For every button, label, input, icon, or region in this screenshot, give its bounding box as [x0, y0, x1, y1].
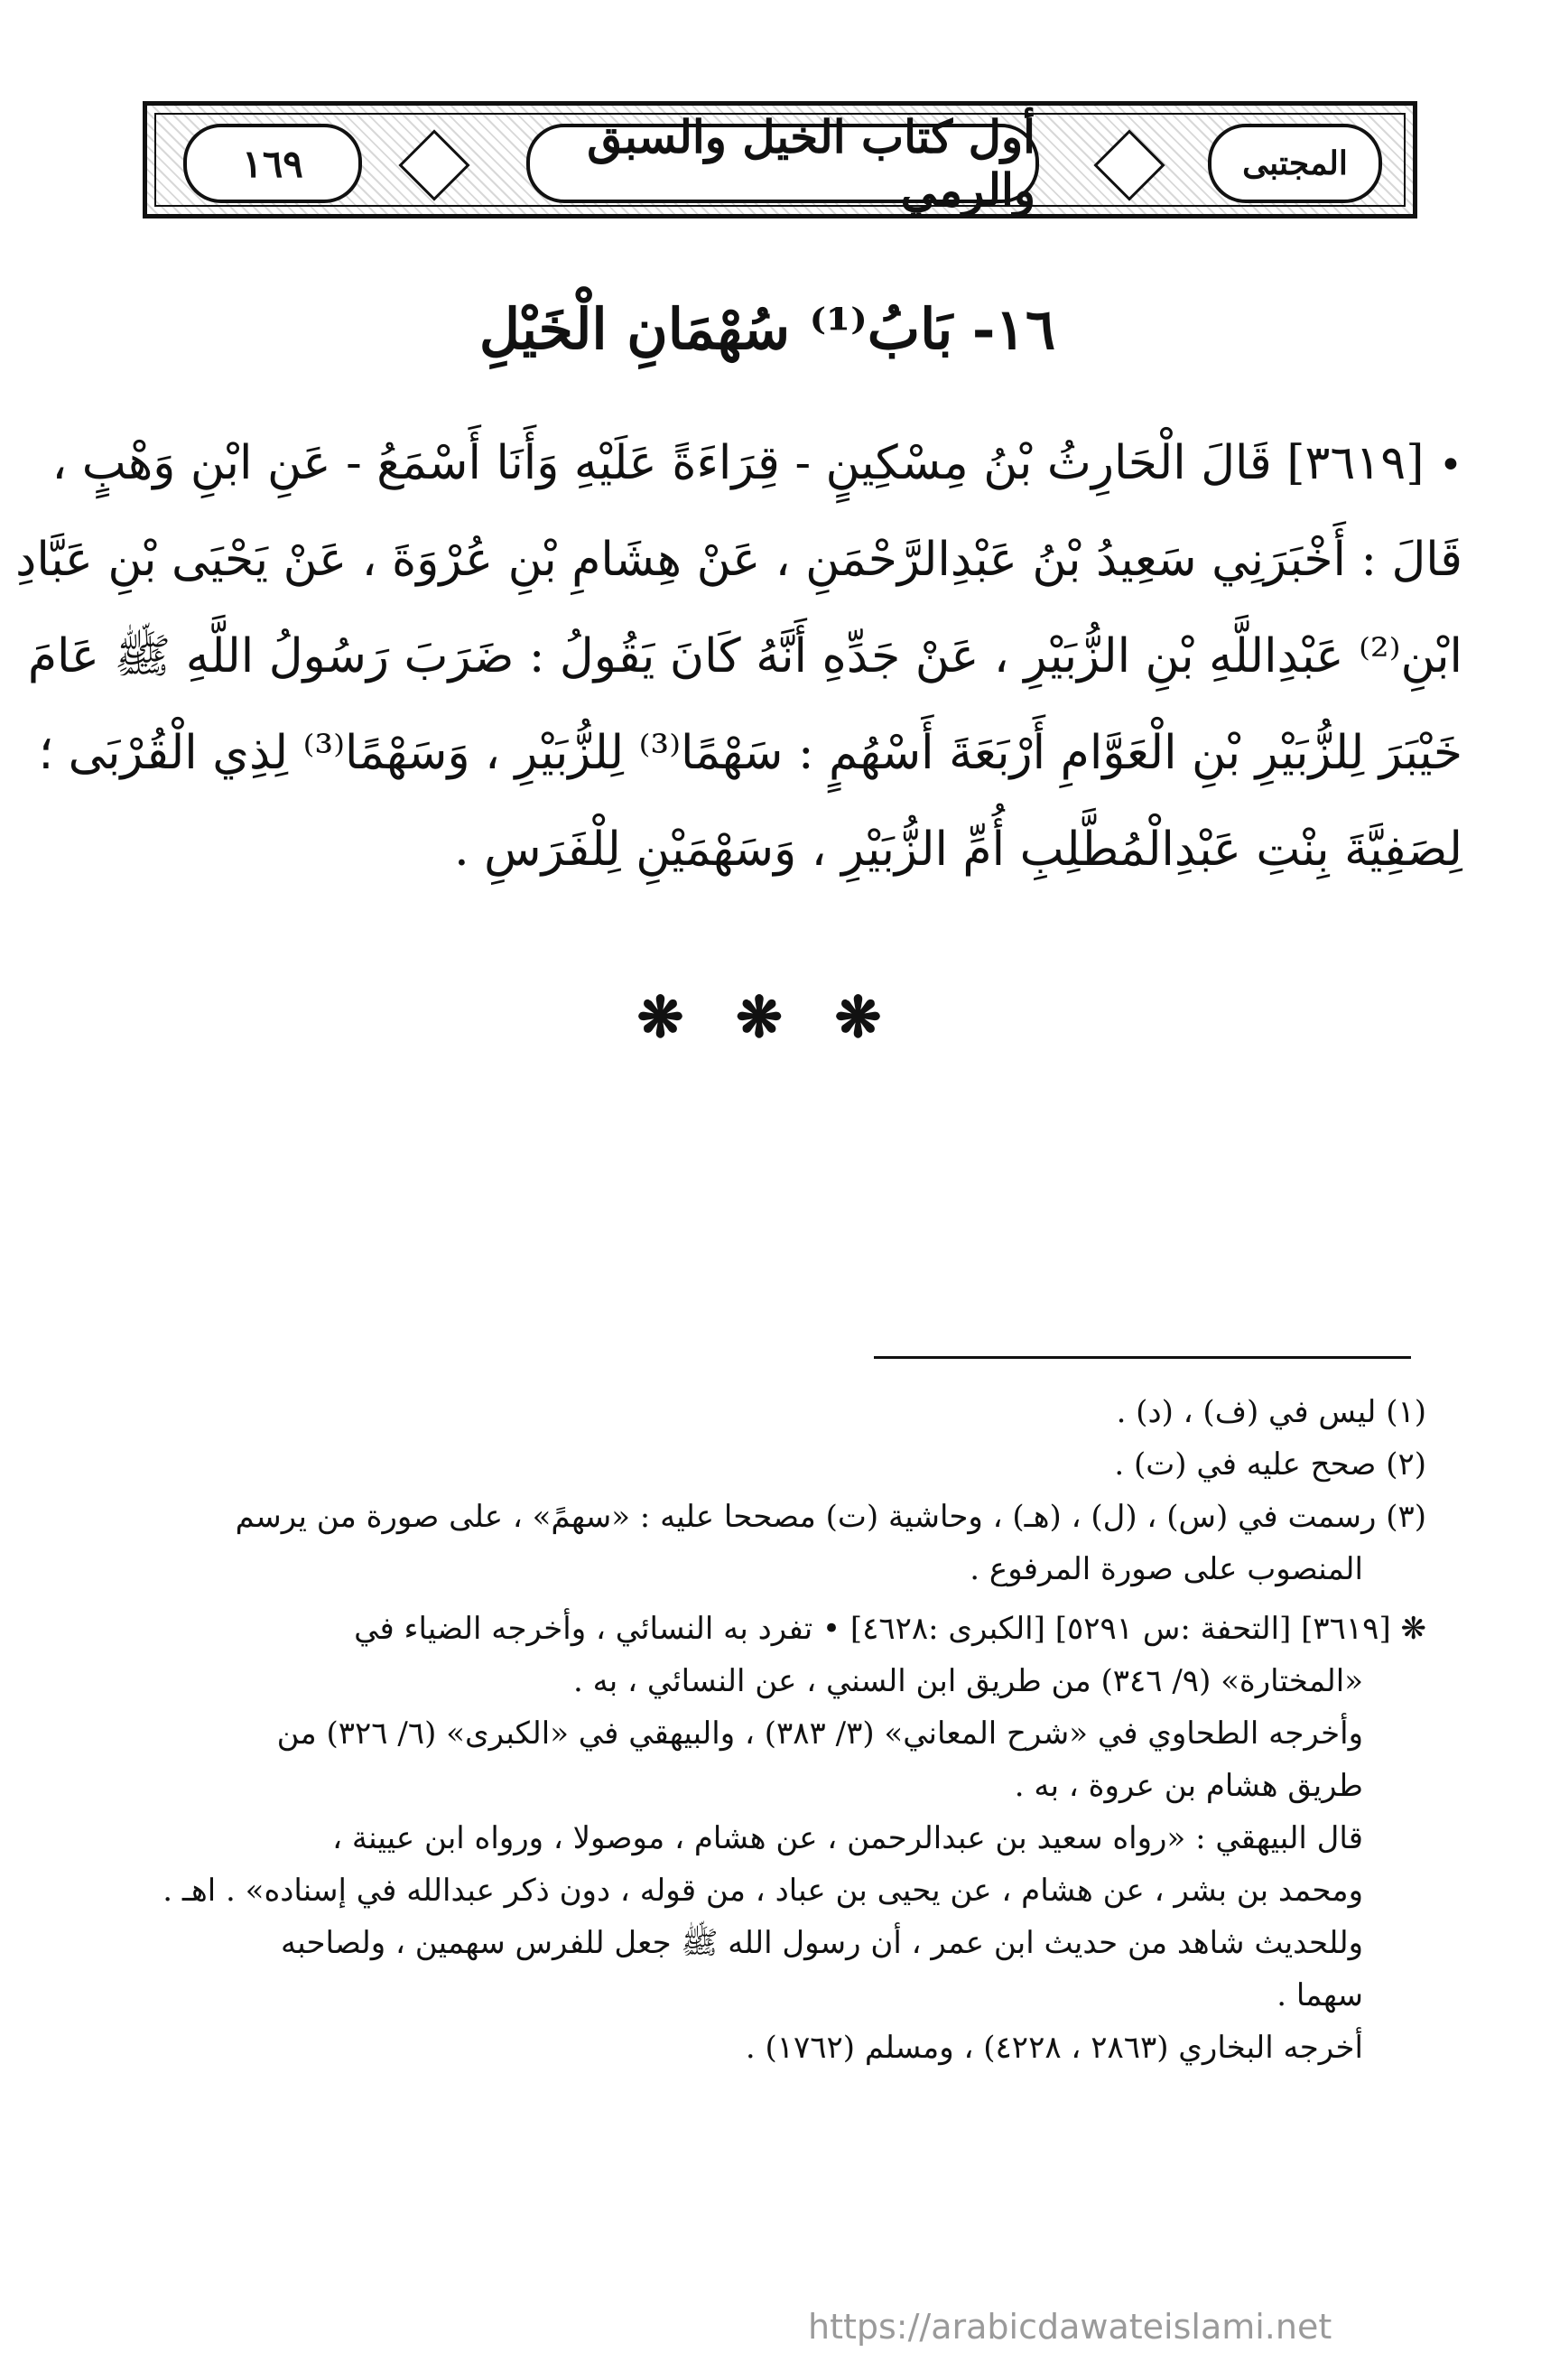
footnote-line: وأخرجه الطحاوي في «شرح المعاني» (٣/ ٣٨٣) ، والبيهقي في «الكبرى» (٦/ ٣٢٦) من — [276, 1715, 1363, 1752]
hadith-text — [15, 415, 1462, 898]
footnote-divider — [874, 1356, 1411, 1359]
footnote-line: ومحمد بن بشر ، عن هشام ، عن يحيى بن عباد ، من قوله ، دون ذكر عبدالله في إسناده» . اهـ . — [162, 1873, 1363, 1909]
footnote-line: أخرجه البخاري (٢٨٦٣ ، ٤٢٢٨) ، ومسلم (١٧٦٢) . — [745, 2030, 1363, 2066]
book-logo: المجتبى — [1208, 124, 1382, 203]
footnote-line: (٣) رسمت في (س) ، (ل) ، (هـ) ، وحاشية (ت) مصححا عليه : «سهمً» ، على صورة من يرسم — [235, 1499, 1426, 1535]
footnote-line: المنصوب على صورة المرفوع . — [970, 1551, 1363, 1587]
footnote-line: ❋ [٣٦١٩] [التحفة :س ٥٢٩١] [الكبرى :٤٦٢٨] • تفرد به النسائي ، وأخرجه الضياء في — [354, 1611, 1426, 1647]
footnote-line: «المختارة» (٩/ ٣٤٦) من طريق ابن السني ، عن النسائي ، به . — [572, 1663, 1363, 1699]
running-title: أول كتاب الخيل والسبق والرمي — [526, 124, 1039, 203]
footnote-line: سهما . — [1276, 1977, 1363, 2013]
footnote-line: (٢) صحح عليه في (ت) . — [1114, 1446, 1426, 1483]
watermark-url: https://arabicdawateislami.net — [808, 2307, 1332, 2347]
chapter-title: ١٦- بَابُ⁽¹⁾ سُهْمَانِ الْخَيْلِ — [478, 296, 1056, 362]
footnotes — [126, 1386, 1426, 2074]
ornament-knot-icon — [398, 129, 469, 200]
ornament-knot-icon — [1093, 129, 1165, 200]
footnote-line: (١) ليس في (ف) ، (د) . — [1116, 1394, 1426, 1430]
hadith-line-5: لِصَفِيَّةَ بِنْتِ عَبْدِالْمُطَّلِبِ أُمِّ الزُّبَيْرِ ، وَسَهْمَيْنِ لِلْفَرَسِ . — [454, 823, 1462, 877]
page-number: ١٦٩ — [183, 124, 362, 203]
hadith-line-1 — [51, 415, 1462, 512]
hadith-line-1-text: [٣٦١٩] قَالَ الْحَارِثُ بْنُ مِسْكِينٍ - قِرَاءَةً عَلَيْهِ وَأَنَا أَسْمَعُ - عَنِ ابْنِ وَهْبٍ ، — [51, 436, 1425, 490]
footnote-line: وللحديث شاهد من حديث ابن عمر ، أن رسول الله ﷺ جعل للفرس سهمين ، ولصاحبه — [281, 1925, 1363, 1961]
hadith-line-2: قَالَ : أَخْبَرَنِي سَعِيدُ بْنُ عَبْدِالرَّحْمَنِ ، عَنْ هِشَامِ بْنِ عُرْوَةَ ، عَنْ يَحْيَى بْنِ عَبَّادِ — [15, 533, 1462, 587]
footnote-line: طريق هشام بن عروة ، به . — [1014, 1768, 1363, 1804]
hadith-line-3: ابْنِ⁽²⁾ عَبْدِاللَّهِ بْنِ الزُّبَيْرِ ، عَنْ جَدِّهِ أَنَّهُ كَانَ يَقُولُ : ضَرَبَ رَسُولُ اللَّهِ ﷺ عَامَ — [27, 629, 1462, 683]
hadith-line-4: خَيْبَرَ لِلزُّبَيْرِ بْنِ الْعَوَّامِ أَرْبَعَةَ أَسْهُمٍ : سَهْمًا⁽³⁾ لِلزُّبَيْرِ ، وَسَهْمًا⁽³⁾ لِذِي الْقُرْبَى ؛ — [38, 726, 1462, 780]
section-separator: ❋ ❋ ❋ — [636, 984, 898, 1050]
bullet-icon: • — [1439, 442, 1462, 488]
footnote-line: قال البيهقي : «رواه سعيد بن عبدالرحمن ، عن هشام ، موصولا ، ورواه ابن عيينة ، — [332, 1820, 1363, 1856]
page-header-frame — [143, 101, 1417, 218]
